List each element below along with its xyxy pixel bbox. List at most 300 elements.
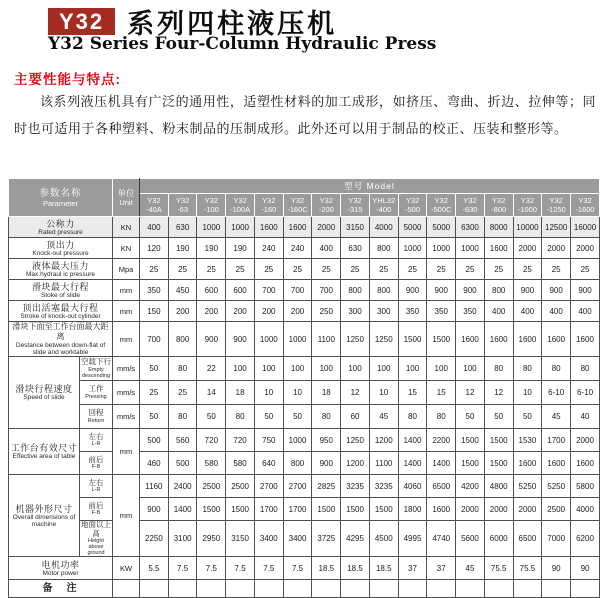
value-cell: 2700 <box>283 475 312 498</box>
value-cell: 1600 <box>571 452 600 475</box>
value-cell: 1000 <box>254 322 283 357</box>
label-cn: Y32 <box>233 196 247 205</box>
label-en: -160 <box>261 205 277 214</box>
value-cell: 80 <box>226 405 255 429</box>
value-cell <box>369 580 398 598</box>
value-cell: 80 <box>484 357 513 381</box>
value-cell: 600 <box>226 280 255 301</box>
label-en: Height above ground <box>87 538 105 556</box>
value-cell: 18.5 <box>369 557 398 580</box>
label-cn: 电机功率 <box>41 559 80 570</box>
label-cn: 滑块下面至工作台面最大距离 <box>12 322 109 341</box>
value-cell: 2000 <box>312 217 341 238</box>
value-cell: 900 <box>513 280 542 301</box>
label-cn: YHL32 <box>372 196 396 205</box>
value-cell: 1000 <box>197 217 226 238</box>
value-cell: 15 <box>427 381 456 405</box>
label-en: -1250 <box>546 205 566 214</box>
value-cell: 900 <box>140 498 169 521</box>
value-cell: 80 <box>312 405 341 429</box>
value-cell: 1200 <box>341 452 370 475</box>
label-en: -160C <box>287 205 308 214</box>
label-cn: 左右 <box>88 431 104 441</box>
label-cn: Y32 <box>175 196 190 205</box>
value-cell: 1400 <box>398 429 427 452</box>
value-cell: 2700 <box>254 475 283 498</box>
param-cell <box>9 557 113 580</box>
value-cell: 3235 <box>369 475 398 498</box>
value-cell: 1400 <box>168 498 197 521</box>
value-cell: 6500 <box>427 475 456 498</box>
model-group-header: 型号 Model <box>140 179 600 194</box>
value-cell: 100 <box>427 357 456 381</box>
value-cell: 1250 <box>369 322 398 357</box>
value-cell: 45 <box>456 557 485 580</box>
param-cell <box>9 217 113 238</box>
page-title-chinese: 系列四柱液压机 <box>127 9 338 40</box>
value-cell: 560 <box>168 429 197 452</box>
value-cell: 2000 <box>513 238 542 259</box>
value-cell: 900 <box>197 322 226 357</box>
value-cell: 40 <box>571 405 600 429</box>
label-cn: Y32 <box>204 196 219 205</box>
value-cell: 100 <box>398 357 427 381</box>
value-cell: 7.5 <box>254 557 283 580</box>
value-cell: 25 <box>484 259 513 280</box>
value-cell: 1000 <box>456 238 485 259</box>
value-cell: 1700 <box>254 498 283 521</box>
value-cell: 100 <box>456 357 485 381</box>
value-cell: 12 <box>484 381 513 405</box>
label-en: -800 <box>491 205 507 214</box>
label-cn: Y32 <box>147 196 161 205</box>
value-cell: 120 <box>140 238 169 259</box>
value-cell: 12 <box>456 381 485 405</box>
value-cell: 900 <box>427 280 456 301</box>
value-cell: 350 <box>398 301 427 322</box>
label-cn: Y32 <box>549 196 563 205</box>
value-cell: 800 <box>168 322 197 357</box>
value-cell: 1100 <box>369 452 398 475</box>
value-cell: 4295 <box>341 521 370 557</box>
value-cell: 25 <box>456 259 485 280</box>
value-cell <box>168 580 197 598</box>
value-cell: 900 <box>226 322 255 357</box>
value-cell <box>513 580 542 598</box>
sublabel-cell <box>80 357 113 381</box>
value-cell: 5800 <box>571 475 600 498</box>
label-cn: 空载下行 <box>81 357 111 367</box>
unit-cell: mm <box>113 475 140 557</box>
sublabel-cell <box>80 452 113 475</box>
model-column-header <box>369 194 398 217</box>
value-cell: 800 <box>484 280 513 301</box>
value-cell: 18.5 <box>341 557 370 580</box>
value-cell <box>542 580 571 598</box>
label-en: Empty descending <box>81 366 111 379</box>
model-column-header <box>341 194 370 217</box>
value-cell: 200 <box>226 301 255 322</box>
value-cell: 12500 <box>542 217 571 238</box>
value-cell: 6-10 <box>571 381 600 405</box>
value-cell: 90 <box>542 557 571 580</box>
label-cn: 滑块最大行程 <box>32 281 90 292</box>
value-cell: 25 <box>542 259 571 280</box>
value-cell: 4000 <box>571 498 600 521</box>
value-cell: 800 <box>341 280 370 301</box>
value-cell: 1500 <box>341 498 370 521</box>
label-cn: 顶出力 <box>46 239 75 250</box>
label-cn: 参数名称 <box>39 187 82 199</box>
value-cell: 1500 <box>456 452 485 475</box>
unit-cell: mm <box>113 280 140 301</box>
value-cell: 200 <box>254 301 283 322</box>
value-cell: 150 <box>140 301 169 322</box>
value-cell: 2500 <box>197 475 226 498</box>
note-row <box>9 580 600 598</box>
unit-cell: mm/s <box>113 357 140 381</box>
value-cell: 700 <box>283 280 312 301</box>
label-en: Stroke of knock-out cylinder <box>20 312 101 320</box>
value-cell: 1000 <box>283 429 312 452</box>
sublabel-cell <box>80 521 113 557</box>
value-cell: 1000 <box>398 238 427 259</box>
model-column-header <box>571 194 600 217</box>
param-cell <box>9 429 80 475</box>
table-row <box>9 475 600 498</box>
value-cell: 1500 <box>484 429 513 452</box>
value-cell: 300 <box>341 301 370 322</box>
value-cell: 10 <box>283 381 312 405</box>
value-cell: 100 <box>341 357 370 381</box>
value-cell: 7.5 <box>168 557 197 580</box>
unit-cell: mm <box>113 429 140 475</box>
value-cell: 45 <box>542 405 571 429</box>
value-cell: 1600 <box>456 322 485 357</box>
value-cell: 2500 <box>226 475 255 498</box>
table-row <box>9 322 600 357</box>
value-cell: 1700 <box>283 498 312 521</box>
value-cell: 800 <box>369 280 398 301</box>
value-cell <box>226 580 255 598</box>
value-cell: 7.5 <box>283 557 312 580</box>
label-en: Destance between down-flat of slide and worktable <box>15 342 106 356</box>
value-cell: 190 <box>168 238 197 259</box>
param-cell <box>9 322 113 357</box>
value-cell: 1500 <box>456 429 485 452</box>
value-cell: 4995 <box>398 521 427 557</box>
value-cell: 22 <box>197 357 226 381</box>
label-en: -1000 <box>517 205 538 214</box>
value-cell: 1600 <box>571 322 600 357</box>
value-cell: 1600 <box>542 322 571 357</box>
value-cell: 2000 <box>571 429 600 452</box>
value-cell: 3235 <box>341 475 370 498</box>
sublabel-cell <box>80 475 113 498</box>
value-cell: 1000 <box>427 238 456 259</box>
table-row <box>9 452 600 475</box>
table-row <box>9 521 600 557</box>
value-cell: 750 <box>254 429 283 452</box>
value-cell: 25 <box>140 259 169 280</box>
label-cn: 左右 <box>88 477 104 487</box>
value-cell: 500 <box>140 429 169 452</box>
value-cell: 950 <box>312 429 341 452</box>
value-cell: 1600 <box>283 217 312 238</box>
value-cell: 700 <box>254 280 283 301</box>
value-cell: 75.5 <box>513 557 542 580</box>
value-cell: 37 <box>427 557 456 580</box>
value-cell: 7.5 <box>197 557 226 580</box>
value-cell: 200 <box>197 301 226 322</box>
value-cell: 18 <box>312 381 341 405</box>
value-cell: 240 <box>254 238 283 259</box>
unit-cell: Mpa <box>113 259 140 280</box>
label-cn: 工作 <box>88 384 104 394</box>
description-paragraph: 该系列液压机具有广泛的通用性，适塑性材料的加工成形，如挤压、弯曲、折边、拉伸等；同时也可适用于各种塑料、粉末制品的压制成形。此外还可以用于制品的校正、压装和整形等。 <box>14 94 596 136</box>
value-cell: 3400 <box>283 521 312 557</box>
value-cell: 4800 <box>484 475 513 498</box>
unit-cell <box>113 580 140 598</box>
label-en: Parameter <box>43 198 79 208</box>
value-cell: 2500 <box>542 498 571 521</box>
value-cell: 7.5 <box>226 557 255 580</box>
label-cn: Y32 <box>319 196 333 205</box>
label-cn: 前后 <box>88 454 104 464</box>
model-column-header <box>168 194 197 217</box>
label-cn: 滑块行程速度 <box>15 384 73 394</box>
value-cell: 50 <box>456 405 485 429</box>
value-cell: 2950 <box>197 521 226 557</box>
sublabel-cell <box>80 498 113 521</box>
value-cell: 4200 <box>456 475 485 498</box>
label-cn: 回程 <box>88 408 104 418</box>
sublabel-cell <box>80 405 113 429</box>
value-cell: 1400 <box>398 452 427 475</box>
label-cn: 工作台有效尺寸 <box>10 443 78 453</box>
value-cell: 50 <box>197 405 226 429</box>
value-cell: 350 <box>140 280 169 301</box>
value-cell: 1600 <box>484 322 513 357</box>
value-cell: 1160 <box>140 475 169 498</box>
model-column-header <box>484 194 513 217</box>
value-cell: 80 <box>398 405 427 429</box>
label-en: Overall dimensions of machine <box>12 513 76 528</box>
value-cell: 720 <box>226 429 255 452</box>
value-cell: 50 <box>513 405 542 429</box>
value-cell: 600 <box>197 280 226 301</box>
value-cell: 2000 <box>542 238 571 259</box>
label-cn: 公称力 <box>46 218 75 229</box>
features-heading: 主要性能与特点: <box>14 72 121 87</box>
model-column-header <box>254 194 283 217</box>
label-en: Motor power <box>42 569 79 577</box>
value-cell: 80 <box>427 405 456 429</box>
value-cell: 1400 <box>427 452 456 475</box>
value-cell <box>398 580 427 598</box>
value-cell <box>484 580 513 598</box>
value-cell <box>283 580 312 598</box>
label-en: Max.hydraul ic pressure <box>26 270 95 278</box>
label-en: -630 <box>462 205 478 214</box>
unit-cell: mm <box>113 322 140 357</box>
value-cell: 25 <box>226 259 255 280</box>
value-cell: 100 <box>254 357 283 381</box>
value-cell: 6-10 <box>542 381 571 405</box>
value-cell: 25 <box>398 259 427 280</box>
param-header <box>9 179 113 217</box>
value-cell: 6500 <box>513 521 542 557</box>
unit-cell: mm <box>113 301 140 322</box>
label-en: -500 <box>404 205 420 214</box>
value-cell: 25 <box>197 259 226 280</box>
value-cell: 580 <box>226 452 255 475</box>
value-cell: 4060 <box>398 475 427 498</box>
label-en: L-R <box>91 441 101 448</box>
value-cell: 3400 <box>254 521 283 557</box>
spec-table-container <box>8 178 600 594</box>
unit-cell: KW <box>113 557 140 580</box>
param-cell <box>9 259 113 280</box>
value-cell: 1600 <box>513 322 542 357</box>
value-cell: 1500 <box>484 452 513 475</box>
table-row <box>9 238 600 259</box>
label-cn: Y32 <box>520 196 535 205</box>
value-cell: 630 <box>341 238 370 259</box>
value-cell: 18.5 <box>312 557 341 580</box>
value-cell: 18 <box>226 381 255 405</box>
label-en: -1600 <box>575 205 595 214</box>
value-cell: 1000 <box>283 322 312 357</box>
value-cell: 6200 <box>571 521 600 557</box>
value-cell: 1600 <box>513 452 542 475</box>
value-cell <box>427 580 456 598</box>
label-en: Knock-out pressure <box>32 249 89 257</box>
value-cell: 190 <box>197 238 226 259</box>
value-cell: 630 <box>168 217 197 238</box>
label-cn: 顶出活塞最大行程 <box>22 302 99 313</box>
value-cell: 100 <box>283 357 312 381</box>
table-row <box>9 498 600 521</box>
value-cell: 400 <box>484 301 513 322</box>
value-cell: 250 <box>312 301 341 322</box>
value-cell: 200 <box>283 301 312 322</box>
value-cell: 75.5 <box>484 557 513 580</box>
label-en: Pressing <box>85 393 107 400</box>
value-cell: 5600 <box>456 521 485 557</box>
value-cell: 14 <box>197 381 226 405</box>
table-row <box>9 280 600 301</box>
value-cell: 1500 <box>197 498 226 521</box>
table-row <box>9 217 600 238</box>
value-cell <box>456 580 485 598</box>
value-cell: 1600 <box>254 217 283 238</box>
value-cell: 25 <box>283 259 312 280</box>
value-cell: 90 <box>571 557 600 580</box>
value-cell: 2000 <box>571 238 600 259</box>
sublabel-cell <box>80 429 113 452</box>
value-cell: 2250 <box>140 521 169 557</box>
value-cell: 25 <box>168 381 197 405</box>
label-cn: Y32 <box>578 196 592 205</box>
model-badge: Y32 <box>48 8 115 35</box>
unit-cell: KN <box>113 238 140 259</box>
value-cell: 1000 <box>226 217 255 238</box>
label-cn: 单位 <box>117 188 135 198</box>
model-column-header <box>456 194 485 217</box>
label-en: Unit <box>119 198 133 207</box>
value-cell: 10 <box>513 381 542 405</box>
value-cell: 5000 <box>398 217 427 238</box>
value-cell: 6300 <box>456 217 485 238</box>
model-column-header <box>140 194 169 217</box>
label-cn: 前后 <box>88 500 104 510</box>
value-cell: 10000 <box>513 217 542 238</box>
table-row <box>9 301 600 322</box>
table-row <box>9 259 600 280</box>
value-cell: 6000 <box>484 521 513 557</box>
label-en: -315 <box>347 205 363 214</box>
page-title-english: Y32 Series Four-Column Hydraulic Press <box>48 34 437 54</box>
value-cell: 2200 <box>427 429 456 452</box>
value-cell: 3150 <box>226 521 255 557</box>
label-en: Rated pressure <box>38 228 83 236</box>
value-cell: 15 <box>398 381 427 405</box>
value-cell: 12 <box>341 381 370 405</box>
value-cell: 100 <box>226 357 255 381</box>
model-column-header <box>542 194 571 217</box>
value-cell: 1530 <box>513 429 542 452</box>
label-en: Effective area of table <box>12 453 76 460</box>
value-cell: 37 <box>398 557 427 580</box>
label-en: -200 <box>318 205 334 214</box>
model-column-header <box>226 194 255 217</box>
value-cell <box>571 580 600 598</box>
value-cell: 1100 <box>312 322 341 357</box>
table-row <box>9 429 600 452</box>
value-cell: 25 <box>168 259 197 280</box>
value-cell: 400 <box>140 217 169 238</box>
value-cell: 25 <box>369 259 398 280</box>
value-cell <box>254 580 283 598</box>
value-cell: 10 <box>369 381 398 405</box>
value-cell: 7000 <box>542 521 571 557</box>
value-cell: 80 <box>571 357 600 381</box>
param-cell <box>9 357 80 429</box>
value-cell: 1250 <box>341 429 370 452</box>
value-cell: 80 <box>168 405 197 429</box>
label-cn: Y32 <box>262 196 276 205</box>
value-cell: 25 <box>312 259 341 280</box>
label-en: Stoke of slide <box>40 291 81 299</box>
label-cn: Y32 <box>492 196 506 205</box>
value-cell: 350 <box>427 301 456 322</box>
value-cell: 400 <box>571 301 600 322</box>
unit-cell: KN <box>113 217 140 238</box>
param-cell <box>9 280 113 301</box>
value-cell: 800 <box>283 452 312 475</box>
value-cell: 2400 <box>168 475 197 498</box>
value-cell: 2000 <box>484 498 513 521</box>
value-cell: 5000 <box>427 217 456 238</box>
value-cell: 50 <box>140 405 169 429</box>
value-cell: 200 <box>168 301 197 322</box>
param-cell: 备 注 <box>9 580 113 598</box>
value-cell: 700 <box>312 280 341 301</box>
value-cell: 60 <box>341 405 370 429</box>
unit-cell: mm/s <box>113 381 140 405</box>
value-cell: 3100 <box>168 521 197 557</box>
